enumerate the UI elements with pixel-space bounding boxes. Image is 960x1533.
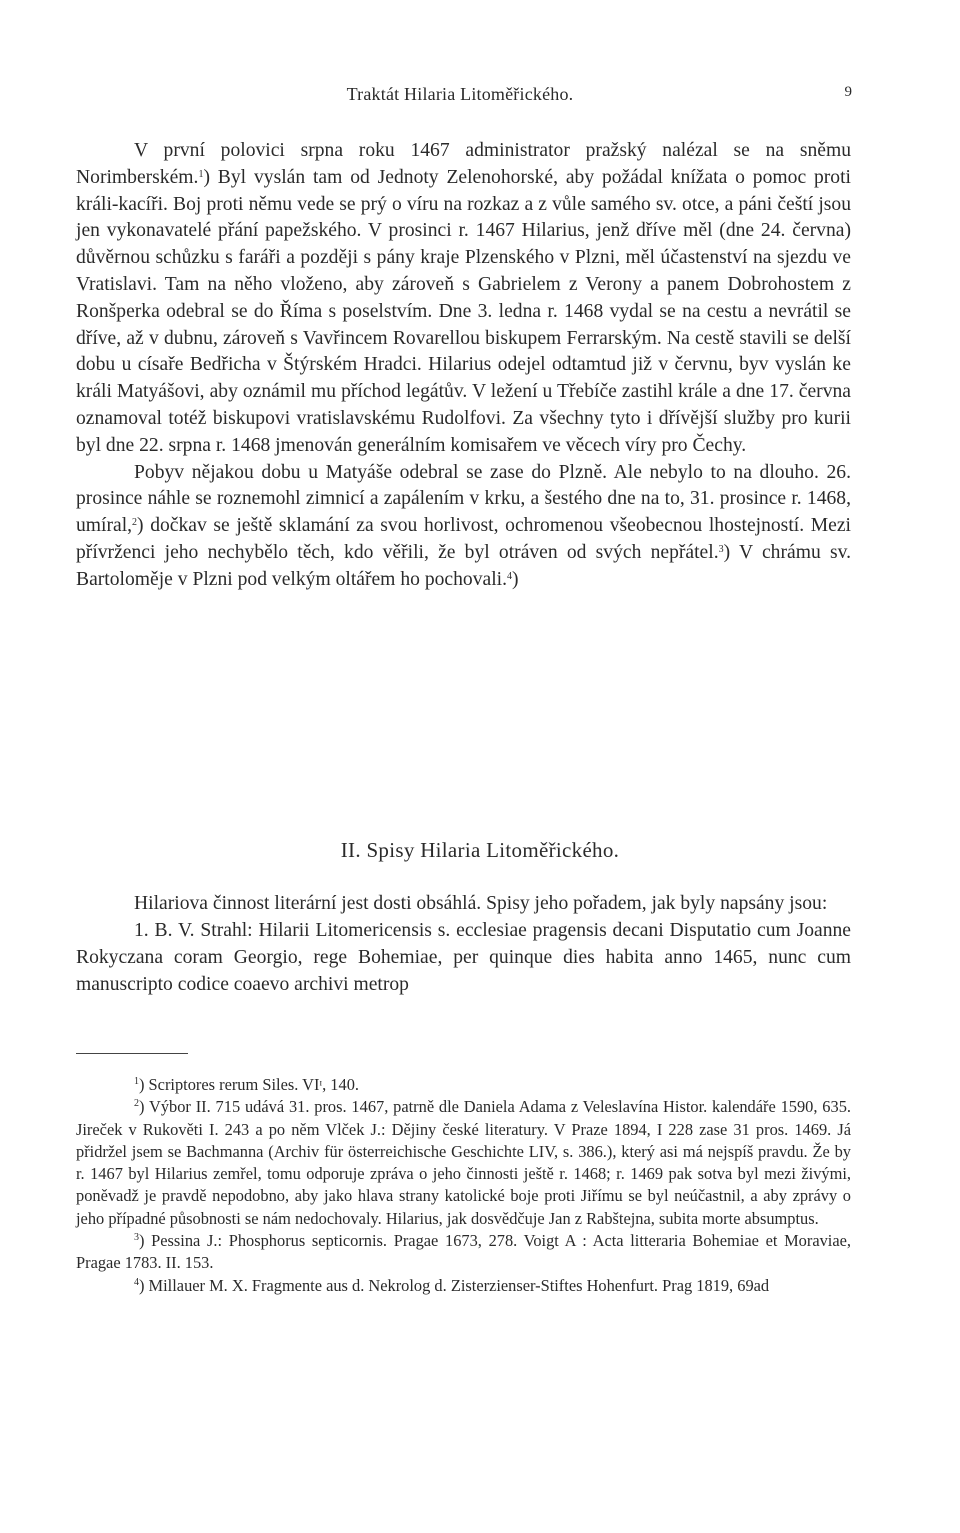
footnote-divider [76, 1053, 188, 1054]
footnote-4 [76, 1275, 851, 1297]
paragraph-2-text-c: ) V chrámu sv. Bartoloměje v Plzni pod velkým oltářem ho pochovali. [76, 541, 851, 590]
paragraph-2-text-d: ) [511, 568, 519, 590]
footnote-ref-4: 4 [506, 570, 512, 582]
footnote-text: ) Pessina J.: Phosphorus septicornis. Pragae 1673, 278. Voigt A : Acta litteraria Bohemiae et Moraviae, Pragae 1783. II. 153. [76, 1231, 851, 1273]
paragraph-2-text-b: ) dočkav se ještě sklamání za svou horlivost, ochromenou všeobecnou lhostejností. Mezi přívrženci jeho nechybělo těch, kdo věřili, že byl otráven od svých nepřátel. [76, 515, 851, 563]
footnote-ref-3: 3 [718, 543, 724, 555]
footnote-mark: 1 [134, 1076, 139, 1087]
paragraph-1-text-b: ) Byl vyslán tam od Jednoty Zelenohorské, aby požádal knížata o pomoc proti králi-kacíři. Boj proti němu vede se prý o víru na rozkaz a z vůle samého sv. otce, a páni čeští jsou jen vykonavatelé přání papežského. V prosinci r. 1467 Hilarius, jenž dříve měl (dne 24. června) důvěrnou schůzku s faráři a později s pány kraje Plzenského v Plzni, měl účastenství na sjezdu ve Vratislavi. Tam na něho vloženo, aby zároveň s Gabrielem z Verony a panem Dobrohostem z Ronšperka odebral se do Říma s poselstvím. Dne 3. ledna r. 1468 vydal se na cestu a nevrátil se dříve, až v dubnu, zároveň s Vavřincem Rovarellou biskupem Ferrarským. Na cestě stavili se delší dobu u císaře Bedřicha v Štýrském Hradci. Hilarius odejel odtamtud již v červnu, byv vyslán ke králi Matyášovi, aby oznámil mu příchod legátův. V ležení u Třebíče zastihl krále a dne 17. června oznamoval totéž biskupovi vratislavskému Rudolfovi. Za všechny tyto i dřívější služby pro kurii byl dne 22. srpna r. 1468 jmenován generálním komisařem ve věcech víry pro Čechy. [76, 166, 851, 456]
footnote-ref-2: 2 [132, 517, 138, 529]
footnote-text: ) Scriptores rerum Siles. VIᶦ, 140. [139, 1075, 359, 1094]
footnote-2 [76, 1096, 851, 1230]
page-number: 9 [844, 84, 852, 100]
paragraph-1-text-a: V první polovici srpna roku 1467 administrator pražský nalézal se na sněmu Norimberském. [76, 140, 851, 188]
footnote-mark: 3 [134, 1232, 139, 1244]
footnote-mark: 4 [134, 1276, 139, 1288]
footnote-3 [76, 1230, 851, 1275]
main-text [76, 138, 851, 594]
section-intro: Hilariova činnost literární jest dosti obsáhlá. Spisy jeho pořadem, jak byly napsány jsou: [134, 893, 828, 914]
section-heading: II. Spisy Hilaria Litoměřického. [340, 838, 620, 862]
section-text [76, 890, 851, 998]
running-head [0, 84, 960, 108]
section-item-1: 1. B. V. Strahl: Hilarii Litomericensis s. ecclesiae pragensis decani Disputatio cum Joanne Rokyczana coram Georgio, rege Bohemiae, per quinque dies habita anno 1465, nunc cum manuscripto codice coaevo archivi metrop [76, 920, 851, 995]
footnote-mark: 2 [134, 1098, 139, 1110]
paragraph-2-text-a: Pobyv nějakou dobu u Matyáše odebral se zase do Plzně. Ale nebylo to na dlouho. 26. prosince náhle se roznemohl zimnicí a zapálením v krku, a šestého dne na to, 31. prosince r. 1468, umíral, [76, 461, 851, 537]
footnote-1 [76, 1074, 851, 1096]
footnote-text: ) Millauer M. X. Fragmente aus d. Nekrolog d. Zisterzienser-Stiftes Hohenfurt. Prag 1819, 69ad [139, 1275, 770, 1295]
running-title: Traktát Hilaria Litoměřického. [346, 84, 574, 104]
footnote-text: ) Výbor II. 715 udává 31. pros. 1467, patrně dle Daniela Adama z Veleslavína Histor. kalendáře 1590, 635. Jireček v Rukověti I. 243 a po něm Vlček J.: Dějiny české literatury. V Praze 1894, I 228 zase 31 pros. 1469. Já přidržel jsem se Bachmanna (Archiv für österreichische Geschichte LIV, s. 386.), který asi má nejspíš pravdu. Že by r. 1467 byl Hilarius zemřel, tomu odporuje zpráva o jeho činnosti ještě r. 1468; r. 1469 pak sotva byl mezi živými, poněvadž je pravdě nepodobno, aby jako hlava strany katolické boje proti Jiřímu se byl neúčastnil, a aby zprávy o jeho případné působnosti se nám nedochovaly. Hilarius, jak dosvědčuje Jan z Rabštejna, subita morte absumptus. [76, 1097, 851, 1228]
footnotes [76, 1074, 851, 1297]
footnote-ref-1: 1 [198, 168, 204, 180]
paragraph-1 [76, 138, 851, 460]
paragraph-2 [76, 460, 851, 594]
